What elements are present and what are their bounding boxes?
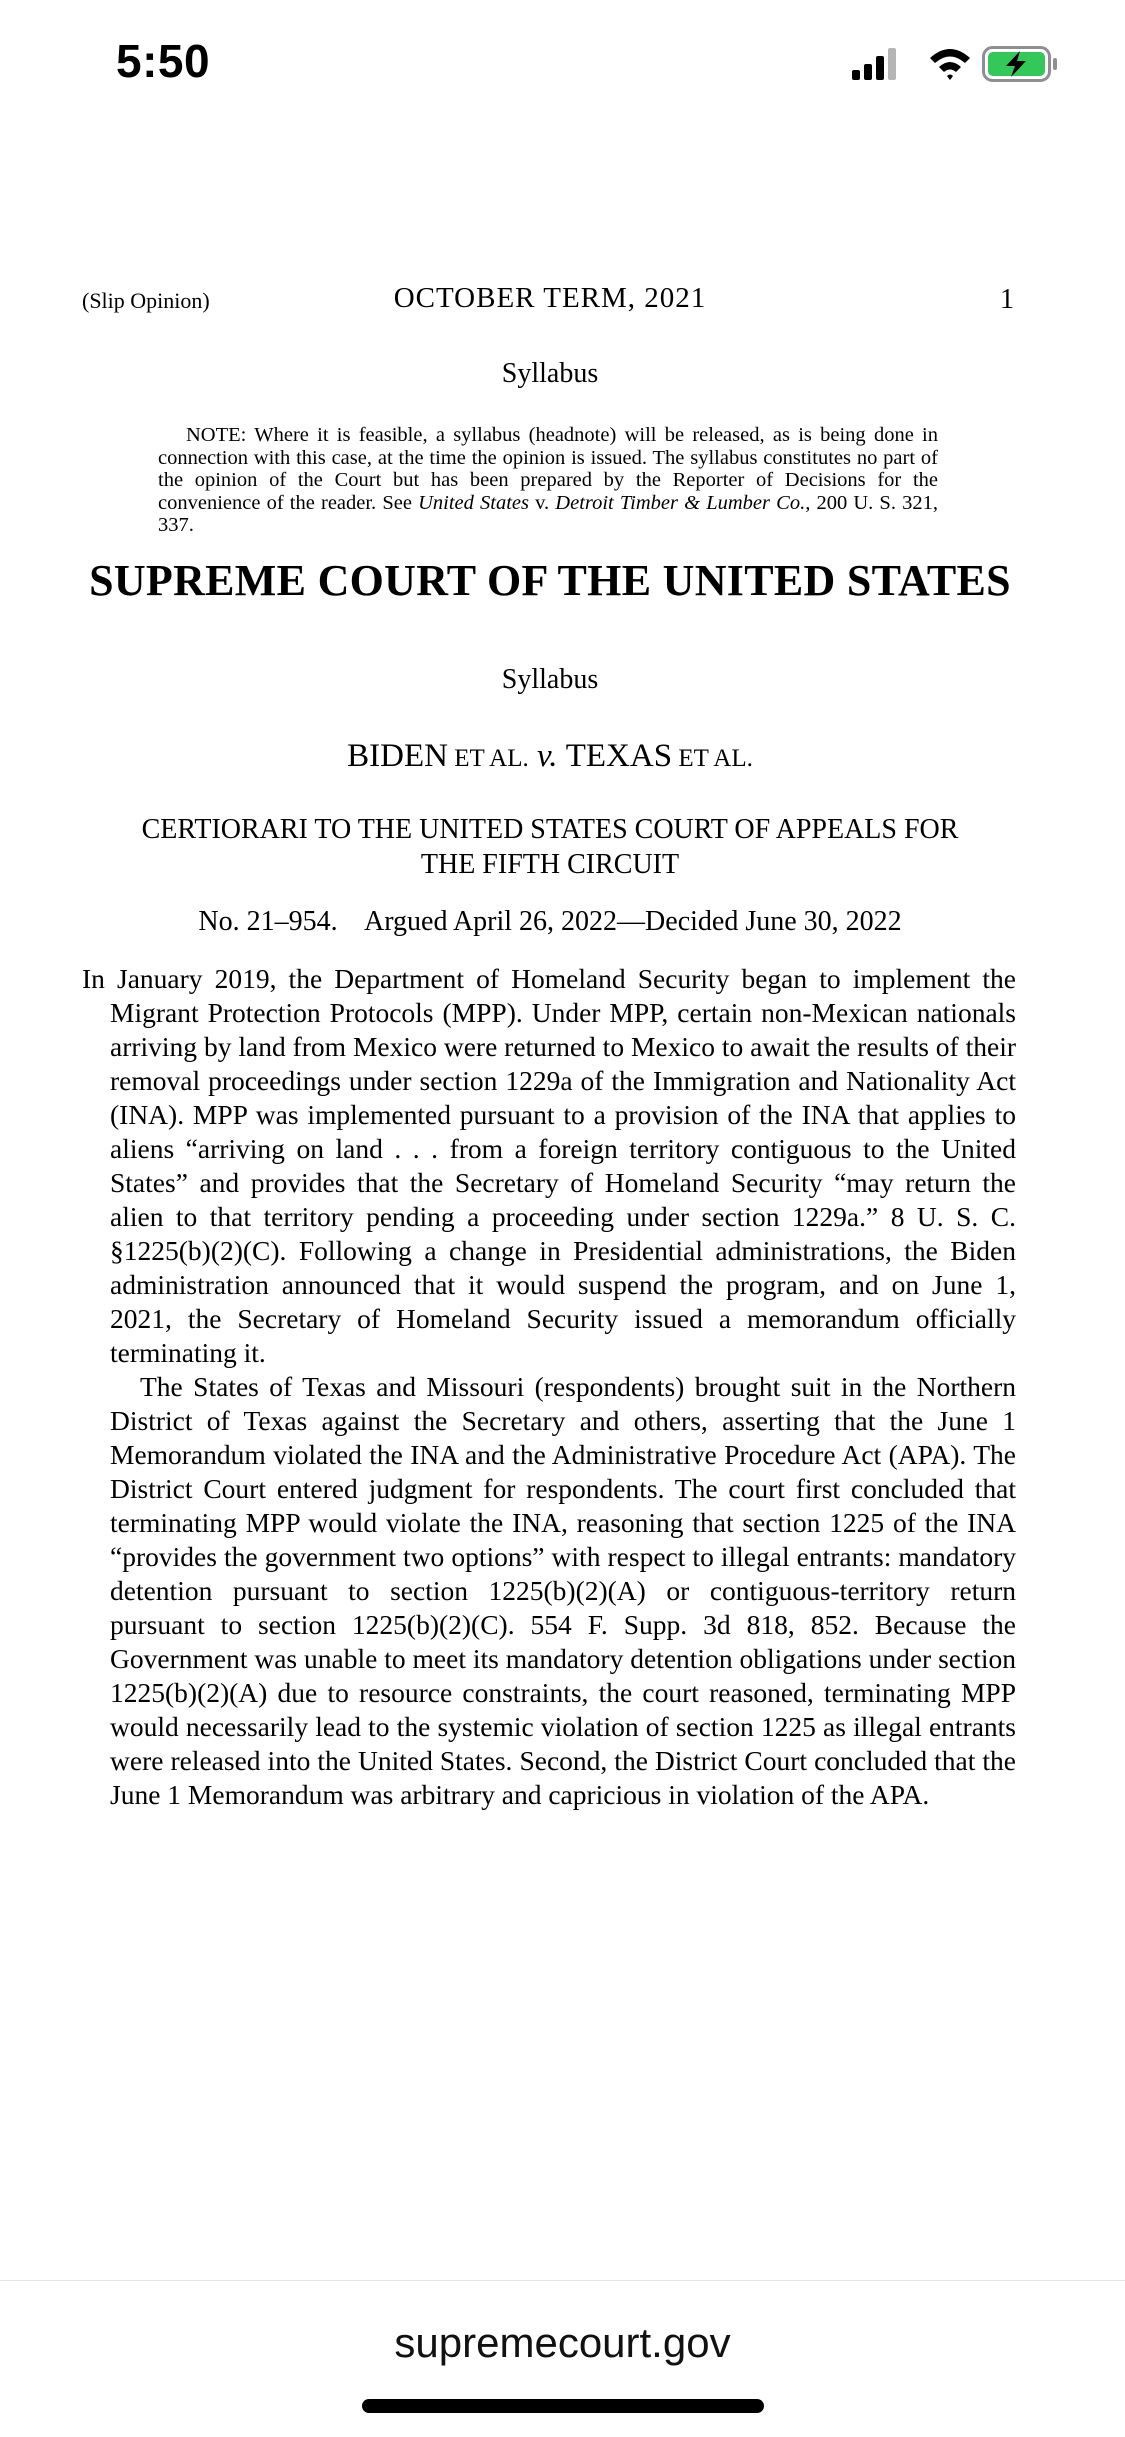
caption-respondent: TEXAS	[565, 738, 673, 774]
home-indicator[interactable]	[362, 2399, 764, 2413]
paragraph-1: In January 2019, the Department of Homeland Security began to implement the Migrant Protection Protocols (MPP). Under MPP, certain non-Mexican nationals arriving by land from Mexico were returned to Mexico to await the results of their removal proceedings under section 1229a of the Immigration and Nationality Act (INA). MPP was implemented pursuant to a provision of the INA that applies to aliens “arriving on land . . . from a foreign territory contiguous to the United States” and provides that the Secretary of Homeland Security “may return the alien to that territory pending a proceeding under section 1229a.” 8 U. S. C. §1225(b)(2)(C). Following a change in Presidential administrations, the Biden administration announced that it would suspend the program, and on June 1, 2021, the Secretary of Homeland Security issued a memorandum officially terminating it.	[82, 963, 1016, 1368]
syllabus-note	[158, 424, 938, 537]
syllabus-heading: Syllabus	[501, 358, 599, 389]
caption-et-al-2: ET AL.	[672, 745, 753, 772]
case-caption	[0, 738, 1100, 775]
browser-address-bar[interactable]	[0, 2280, 1125, 2437]
page-number: 1	[1000, 284, 1014, 315]
note-cite-tail: 200 U. S. 321, 337.	[158, 491, 938, 536]
caption-v: v.	[528, 738, 566, 774]
note-cite-v: v.	[528, 491, 556, 514]
syllabus-body	[82, 962, 1016, 1812]
syllabus-heading-2: Syllabus	[501, 664, 599, 695]
slip-opinion-label: (Slip Opinion)	[82, 288, 210, 313]
paragraph-2: The States of Texas and Missouri (respondents) brought suit in the Northern District of Texas against the Secretary and others, asserting that the June 1 Memorandum violated the INA and the Administrative Procedure Act (APA). The District Court entered judgment for respondents. The court first concluded that terminating MPP would violate the INA, reasoning that section 1225 of the INA “provides the government two options” with respect to illegal entrants: mandatory detention pursuant to section 1225(b)(2)(A) or contiguous-territory return pursuant to section 1225(b)(2)(C). 554 F. Supp. 3d 818, 852. Because the Government was unable to meet its mandatory detention obligations under section 1225(b)(2)(A) due to resource constraints, the court reasoned, terminating MPP would necessarily lead to the systemic violation of section 1225 as illegal entrants were released into the United States. Second, the District Court concluded that the June 1 Memorandum was arbitrary and capricious in violation of the APA.	[110, 1371, 1016, 1810]
note-cite-case-b: Detroit Timber & Lumber Co.,	[555, 491, 811, 514]
term-heading: OCTOBER TERM, 2021	[393, 282, 707, 314]
certiorari-line-1: CERTIORARI TO THE UNITED STATES COURT OF APPEALS FOR	[141, 814, 959, 845]
court-name: SUPREME COURT OF THE UNITED STATES	[89, 556, 1011, 605]
caption-et-al-1: ET AL.	[447, 745, 529, 772]
note-text: NOTE: Where it is feasible, a syllabus (headnote) will be released, as is being done in connection with this case, at the time the opinion is issued. The syllabus constitutes no part of the opinion of the Court but has been prepared by the Reporter of Decisions for the convenience of the reader. See	[158, 424, 938, 514]
docket-line: No. 21–954. Argued April 26, 2022—Decided June 30, 2022	[198, 906, 902, 937]
status-time: 5:50	[116, 35, 211, 87]
note-cite-case-a: United States	[418, 491, 529, 514]
certiorari-line	[0, 812, 1100, 882]
certiorari-line-2: THE FIFTH CIRCUIT	[420, 849, 680, 880]
caption-petitioner: BIDEN	[347, 738, 448, 774]
url-text[interactable]: supremecourt.gov	[394, 2319, 731, 2366]
